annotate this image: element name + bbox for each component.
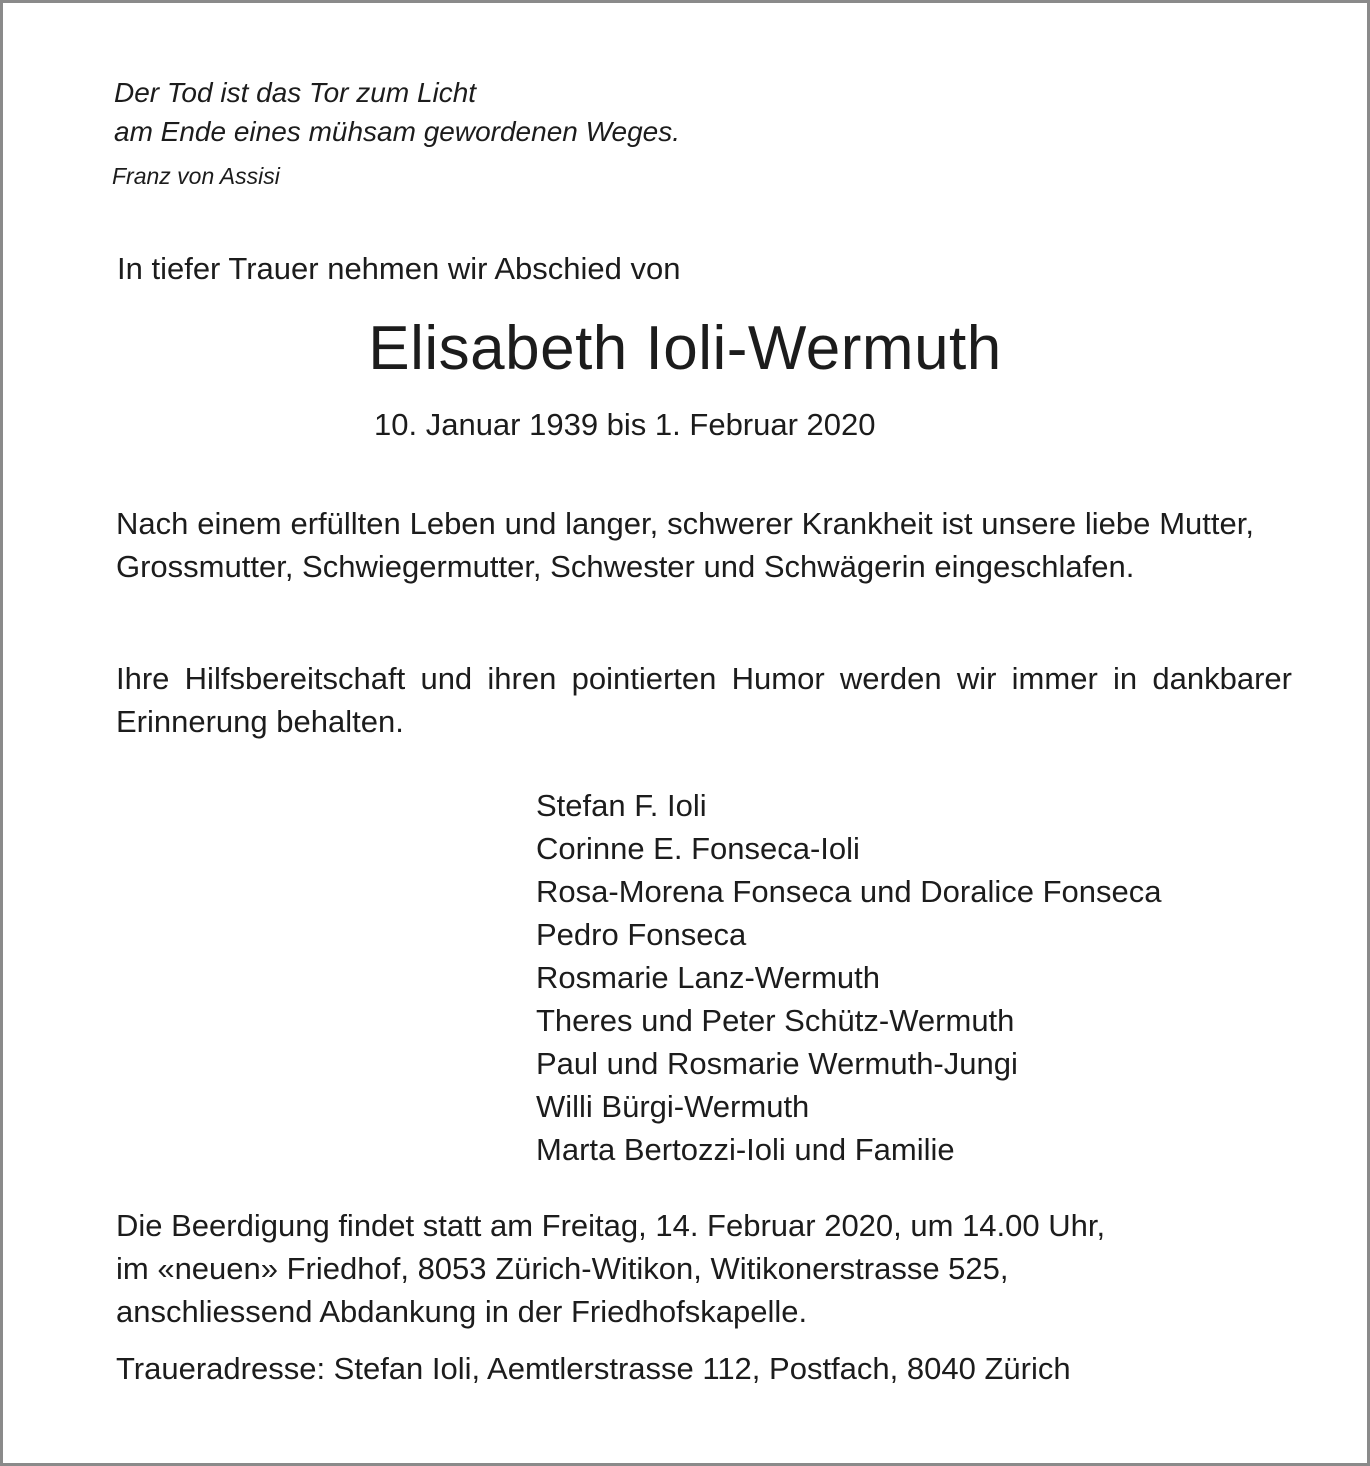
paragraph-1: Nach einem erfüllten Leben und langer, schwerer Krankheit ist unsere liebe Mutter, Grossmutter, Schwiegermutter, Schwester und Schwägerin eingeschlafen.: [116, 506, 1254, 584]
mourner-item: Pedro Fonseca: [536, 917, 747, 952]
mourner-item: Marta Bertozzi-Ioli und Familie: [536, 1132, 955, 1167]
deceased-name: Elisabeth Ioli-Wermuth: [368, 314, 1002, 383]
mourner-item: Paul und Rosmarie Wermuth-Jungi: [536, 1046, 1018, 1081]
quote-author: Franz von Assisi: [112, 163, 280, 189]
funeral-line-1: Die Beerdigung findet statt am Freitag, 14. Februar 2020, um 14.00 Uhr,: [116, 1208, 1106, 1243]
life-dates: 10. Januar 1939 bis 1. Februar 2020: [374, 407, 876, 442]
mourner-item: Corinne E. Fonseca-Ioli: [536, 831, 860, 866]
mourner-item: Rosmarie Lanz-Wermuth: [536, 960, 880, 995]
paragraph-2: Ihre Hilfsbereitschaft und ihren pointierten Humor werden wir immer in dankbarer Erinnerung behalten.: [116, 661, 1292, 739]
mourning-address: Traueradresse: Stefan Ioli, Aemtlerstrasse 112, Postfach, 8040 Zürich: [116, 1351, 1071, 1386]
funeral-info: [116, 1204, 1105, 1333]
funeral-line-2: im «neuen» Friedhof, 8053 Zürich-Witikon, Witikonerstrasse 525,: [116, 1251, 1009, 1286]
quote-line-2: am Ende eines mühsam gewordenen Weges.: [114, 116, 681, 147]
funeral-line-3: anschliessend Abdankung in der Friedhofskapelle.: [116, 1294, 808, 1329]
mourner-item: Rosa-Morena Fonseca und Doralice Fonseca: [536, 874, 1162, 909]
quote-line-1: Der Tod ist das Tor zum Licht: [114, 77, 477, 108]
mourner-item: Willi Bürgi-Wermuth: [536, 1089, 810, 1124]
mourners-list: [536, 784, 1161, 1171]
mourner-item: Stefan F. Ioli: [536, 788, 707, 823]
intro-text: In tiefer Trauer nehmen wir Abschied von: [117, 251, 681, 286]
mourner-item: Theres und Peter Schütz-Wermuth: [536, 1003, 1015, 1038]
